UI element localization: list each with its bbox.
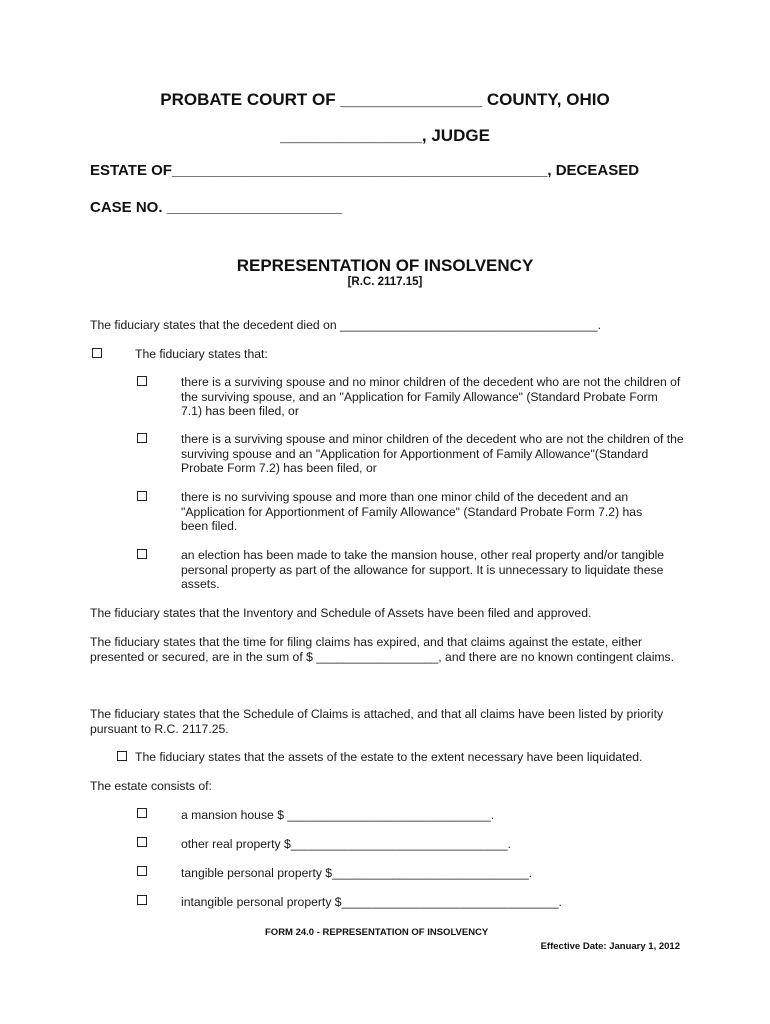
footer-effective-date: Effective Date: January 1, 2012 <box>540 941 680 952</box>
mansion-house-line: a mansion house $ ______________________________. <box>181 808 495 822</box>
inventory-statement: The fiduciary states that the Inventory and Schedule of Assets have been filed and approved. <box>90 606 592 620</box>
estate-blank: _____________________________________________ <box>171 162 548 179</box>
schedule-of-claims-statement: The fiduciary states that the Schedule of Claims is attached, and that all claims have been listed by priority pursuant to R.C. 2117.25. <box>90 707 664 736</box>
tangible-property-line: tangible personal property $_____________________________. <box>181 866 533 880</box>
intangible-property-checkbox[interactable] <box>137 895 147 905</box>
estate-suffix: , DECEASED <box>547 162 640 179</box>
judge-heading: _______________, JUDGE <box>280 126 490 145</box>
estate-consists-label: The estate consists of: <box>90 779 212 793</box>
option-4-text: an election has been made to take the mansion house, other real property and/or tangible personal property as part of the allowance for support. It is unnecessary to liquidate these assets. <box>181 548 665 592</box>
option-2-checkbox[interactable] <box>137 433 147 443</box>
date-of-death-line: The fiduciary states that the decedent died on ______________________________________. <box>90 318 601 332</box>
claims-statement: The fiduciary states that the time for filing claims has expired, and that claims against the estate, either presented or secured, are in the sum of $ __________________, and there are no known contingent claims. <box>90 635 675 664</box>
option-3-text: there is no surviving spouse and more than one minor child of the decedent and an "Application for Apportionment of Family Allowance" (Standard Probate Form 7.2) has been filed. <box>181 490 643 534</box>
estate-line <box>90 162 680 179</box>
intangible-property-line: intangible personal property $________________________________. <box>181 895 562 909</box>
liquidated-statement: The fiduciary states that the assets of the estate to the extent necessary have been liquidated. <box>135 750 643 764</box>
real-property-line: other real property $________________________________. <box>181 837 512 851</box>
option-3-checkbox[interactable] <box>137 491 147 501</box>
real-property-checkbox[interactable] <box>137 837 147 847</box>
tangible-property-checkbox[interactable] <box>137 866 147 876</box>
option-2-text: there is a surviving spouse and minor children of the decedent who are not the children of the surviving spouse and an "Application for Apportionment of Family Allowance"(Standard Probate Form 7.2) has been filed, or <box>181 432 684 476</box>
form-title: REPRESENTATION OF INSOLVENCY <box>236 256 534 275</box>
footer-form-name: FORM 24.0 - REPRESENTATION OF INSOLVENCY <box>265 927 489 938</box>
statute-reference: [R.C. 2117.15] <box>347 276 423 288</box>
option-4-checkbox[interactable] <box>137 549 147 559</box>
estate-label: ESTATE OF <box>90 162 172 179</box>
fiduciary-states-label: The fiduciary states that: <box>135 347 268 361</box>
liquidated-checkbox[interactable] <box>117 751 127 761</box>
fiduciary-states-checkbox[interactable] <box>92 348 102 358</box>
option-1-text: there is a surviving spouse and no minor children of the decedent who are not the children of the surviving spouse, and an "Application for Family Allowance" (Standard Probate Form 7.1) has been filed, or <box>181 375 681 419</box>
mansion-house-checkbox[interactable] <box>137 808 147 818</box>
option-1-checkbox[interactable] <box>137 376 147 386</box>
court-heading: PROBATE COURT OF _______________ COUNTY, OHIO <box>160 90 610 109</box>
case-number-line: CASE NO. _____________________ <box>90 199 342 216</box>
